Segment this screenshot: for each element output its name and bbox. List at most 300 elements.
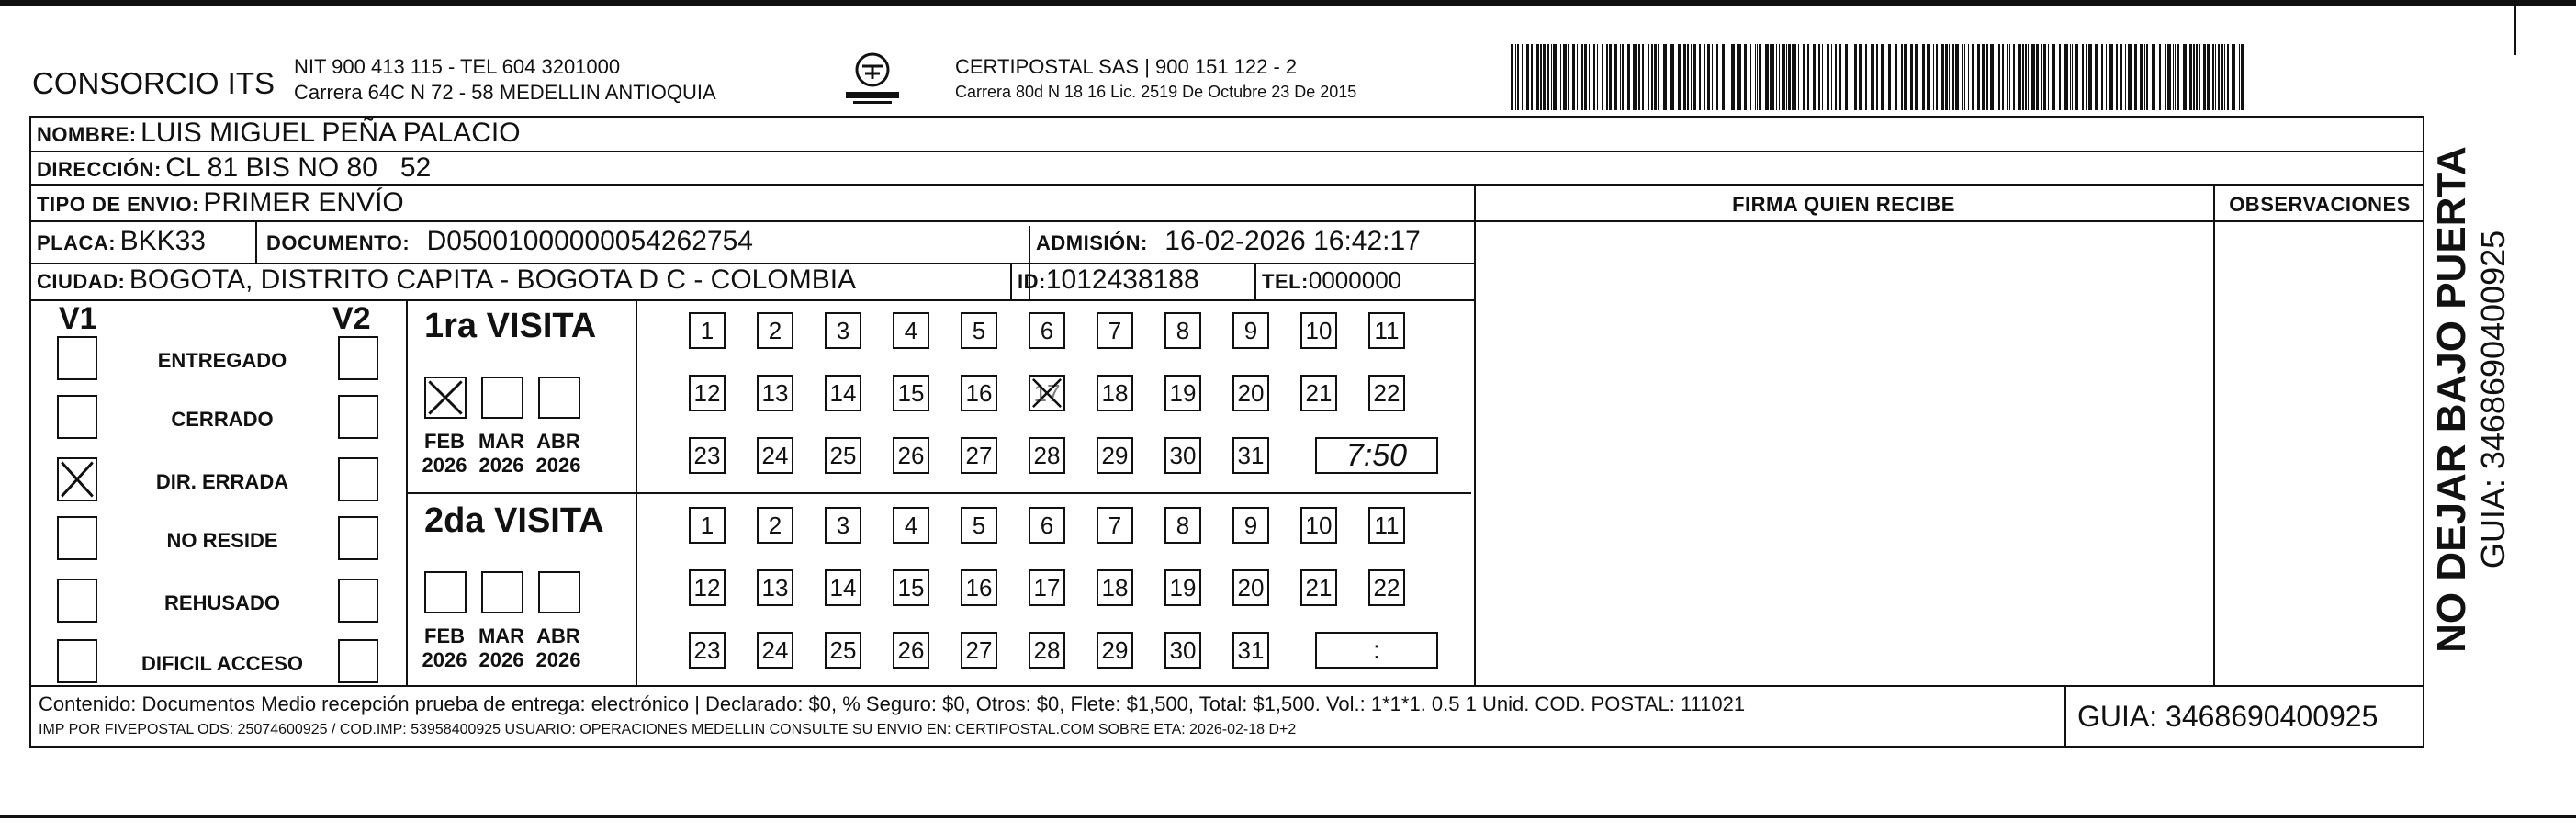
- visit-divider: [406, 492, 1471, 494]
- day-number: 16: [965, 574, 993, 602]
- v2-checkbox[interactable]: [338, 457, 378, 501]
- barcode-bar: [2218, 44, 2220, 110]
- day-number: 13: [761, 574, 789, 602]
- barcode-bar: [2088, 44, 2092, 110]
- day-number: 9: [1243, 317, 1258, 344]
- day-box[interactable]: [757, 507, 793, 544]
- day-box[interactable]: [757, 632, 793, 669]
- barcode-bar: [1798, 44, 1799, 110]
- day-box[interactable]: [1029, 569, 1065, 606]
- day-box[interactable]: [893, 507, 929, 544]
- barcode-bar: [2128, 44, 2132, 110]
- day-box[interactable]: [1232, 312, 1269, 349]
- barcode-bar: [1584, 44, 1587, 110]
- ciudad-value: BOGOTA, DISTRITO CAPITA - BOGOTA D C - COLOMBIA: [129, 264, 857, 295]
- barcode-bar: [1572, 44, 1575, 110]
- row-line: [29, 220, 2424, 222]
- barcode-bar: [1803, 44, 1805, 110]
- barcode-bar: [1792, 44, 1794, 110]
- day-box[interactable]: [1164, 375, 1201, 411]
- barcode-bar: [1964, 44, 1965, 110]
- month-label: FEB: [424, 430, 465, 453]
- month-checkbox[interactable]: [538, 571, 580, 613]
- barcode-bar: [1642, 44, 1644, 110]
- day-box[interactable]: [1164, 569, 1201, 606]
- id-label: ID:: [1018, 270, 1046, 293]
- status-option-label: NO RESIDE: [166, 529, 278, 552]
- col-line: [1010, 263, 1012, 299]
- barcode-bar: [2095, 44, 2098, 110]
- barcode-bar: [1589, 44, 1590, 110]
- documento-label: DOCUMENTO:: [266, 231, 411, 254]
- v2-checkbox[interactable]: [338, 579, 378, 623]
- barcode-bar: [2086, 44, 2087, 110]
- day-number: 11: [1374, 317, 1400, 344]
- day-box[interactable]: [689, 312, 726, 349]
- barcode-bar: [1962, 44, 1963, 110]
- v2-checkbox[interactable]: [338, 395, 378, 439]
- barcode-bar: [1536, 44, 1539, 110]
- day-box[interactable]: [1097, 632, 1133, 669]
- v2-heading: V2: [332, 301, 371, 336]
- barcode-bar: [2013, 44, 2015, 110]
- company-address: Carrera 64C N 72 - 58 MEDELLIN ANTIOQUIA: [294, 81, 716, 104]
- tipo-envio-value: PRIMER ENVÍO: [203, 187, 404, 218]
- side-guia: GUIA: 3468690400925: [2474, 230, 2512, 569]
- month-year: 2026: [478, 454, 524, 477]
- day-box[interactable]: [893, 569, 929, 606]
- day-number: 7: [1108, 317, 1122, 344]
- day-box[interactable]: [1368, 569, 1405, 606]
- day-box[interactable]: [893, 632, 929, 669]
- day-box[interactable]: [1097, 569, 1133, 606]
- v1-checkbox[interactable]: [57, 336, 97, 380]
- visit-title: 2da VISITA: [424, 501, 604, 540]
- barcode-bar: [2227, 44, 2229, 110]
- month-year: 2026: [422, 454, 467, 477]
- barcode-bar: [2009, 44, 2010, 110]
- day-box[interactable]: [961, 312, 997, 349]
- barcode-bar: [1839, 44, 1841, 110]
- nombre-label: NOMBRE:: [37, 123, 137, 146]
- barcode-bar: [2146, 44, 2148, 110]
- barcode-bar: [1683, 44, 1686, 110]
- barcode-bar: [2109, 44, 2113, 110]
- day-box[interactable]: [961, 437, 997, 474]
- day-box[interactable]: [1300, 312, 1337, 349]
- barcode-bar: [1620, 44, 1621, 110]
- day-box[interactable]: [825, 312, 861, 349]
- day-number: 28: [1033, 442, 1061, 469]
- month-checkbox[interactable]: [538, 377, 580, 419]
- day-number: 23: [693, 442, 721, 469]
- month-label: MAR: [478, 430, 525, 453]
- day-box[interactable]: [1232, 437, 1269, 474]
- barcode-bar: [2199, 44, 2200, 110]
- barcode-bar: [1972, 44, 1974, 110]
- day-number: 6: [1040, 512, 1054, 539]
- day-number: 12: [693, 379, 721, 407]
- day-number: 8: [1176, 512, 1190, 539]
- day-box[interactable]: [1097, 437, 1133, 474]
- barcode: [1511, 44, 2245, 110]
- barcode-bar: [1759, 44, 1761, 110]
- day-box[interactable]: [893, 437, 929, 474]
- barcode-bar: [2140, 44, 2143, 110]
- barcode-bar: [1955, 44, 1959, 110]
- month-year: 2026: [478, 648, 524, 671]
- day-box[interactable]: [1232, 375, 1269, 411]
- day-number: 14: [829, 574, 857, 602]
- barcode-bar: [1871, 44, 1874, 110]
- footer-imp: IMP POR FIVEPOSTAL ODS: 25074600925 / COD.IMP: 53958400925 USUARIO: OPERACIONES MEDELLIN CONSULTE SU ENVIO EN: CERTIPOSTAL.COM SOBRE ETA: 2026-02-18 D+2: [39, 722, 1297, 737]
- col-line: [2213, 184, 2215, 687]
- barcode-bar: [2059, 44, 2061, 110]
- barcode-bar: [2022, 44, 2024, 110]
- barcode-bar: [1927, 44, 1930, 110]
- direccion-row: [37, 152, 431, 184]
- v2-checkbox[interactable]: [338, 516, 378, 560]
- day-box[interactable]: [1368, 507, 1405, 544]
- row-line: [29, 299, 1476, 301]
- day-number: 29: [1101, 442, 1129, 469]
- barcode-bar: [2036, 44, 2039, 110]
- month-checkbox[interactable]: [424, 377, 467, 419]
- day-number: 26: [897, 636, 925, 664]
- barcode-bar: [2007, 44, 2008, 110]
- carrier-license: Carrera 80d N 18 16 Lic. 2519 De Octubre 23 De 2015: [955, 83, 1357, 101]
- barcode-bar: [2101, 44, 2103, 110]
- barcode-bar: [1828, 44, 1829, 110]
- day-number: 13: [761, 379, 789, 407]
- tel-row: [1262, 266, 1401, 295]
- barcode-bar: [1560, 44, 1561, 110]
- barcode-bar: [2064, 44, 2068, 110]
- v1-checkbox[interactable]: [57, 639, 97, 683]
- day-box[interactable]: [689, 632, 726, 669]
- day-box[interactable]: [757, 312, 793, 349]
- barcode-bar: [1786, 44, 1787, 110]
- day-box[interactable]: [757, 437, 793, 474]
- day-number: 15: [897, 379, 925, 407]
- barcode-bar: [1772, 44, 1774, 110]
- time-box[interactable]: [1315, 632, 1438, 669]
- day-box[interactable]: [689, 507, 726, 544]
- barcode-bar: [1597, 44, 1598, 110]
- nombre-row: [37, 118, 521, 149]
- col-line: [2064, 685, 2066, 748]
- day-number: 10: [1305, 317, 1333, 344]
- day-box[interactable]: [1164, 507, 1201, 544]
- day-box[interactable]: [1368, 312, 1405, 349]
- barcode-bar: [2241, 44, 2244, 110]
- day-box[interactable]: [1164, 312, 1201, 349]
- day-number: 9: [1243, 512, 1258, 539]
- month-label: FEB: [424, 624, 465, 647]
- barcode-bar: [1722, 44, 1725, 110]
- barcode-bar: [2232, 44, 2235, 110]
- barcode-bar: [1609, 44, 1612, 110]
- barcode-bar: [1936, 44, 1938, 110]
- barcode-bar: [1522, 44, 1523, 110]
- barcode-bar: [1859, 44, 1862, 110]
- barcode-bar: [2189, 44, 2192, 110]
- day-number: 25: [829, 442, 857, 469]
- day-number: 21: [1305, 574, 1333, 602]
- barcode-bar: [2215, 44, 2216, 110]
- barcode-bar: [1807, 44, 1809, 110]
- col-line: [636, 299, 637, 685]
- day-box[interactable]: [1368, 375, 1405, 411]
- placa-label: PLACA:: [37, 231, 117, 254]
- day-number: 22: [1373, 379, 1400, 407]
- day-box[interactable]: [893, 312, 929, 349]
- v2-checkbox[interactable]: [338, 639, 378, 683]
- status-option-label: DIR. ERRADA: [155, 470, 289, 493]
- day-box[interactable]: [1029, 375, 1065, 411]
- month-checkbox[interactable]: [481, 377, 523, 419]
- v1-checkbox[interactable]: [57, 516, 97, 560]
- row-line: [29, 184, 2424, 186]
- day-box[interactable]: [1097, 312, 1133, 349]
- day-box[interactable]: [961, 632, 997, 669]
- barcode-bar: [1881, 44, 1884, 110]
- day-number: 5: [972, 512, 986, 539]
- month-year: 2026: [535, 454, 581, 477]
- status-option-label: CERRADO: [171, 408, 274, 431]
- barcode-bar: [1738, 44, 1741, 110]
- barcode-bar: [1606, 44, 1608, 110]
- barcode-bar: [2048, 44, 2049, 110]
- barcode-bar: [2196, 44, 2198, 110]
- barcode-bar: [1822, 44, 1823, 110]
- barcode-bar: [1687, 44, 1689, 110]
- day-box[interactable]: [1029, 312, 1065, 349]
- v1-checkbox[interactable]: [57, 457, 97, 501]
- barcode-bar: [2175, 44, 2176, 110]
- barcode-bar: [1670, 44, 1674, 110]
- barcode-bar: [1755, 44, 1756, 110]
- month-label: ABR: [536, 430, 580, 453]
- day-box[interactable]: [1164, 632, 1201, 669]
- day-number: 14: [829, 379, 857, 407]
- barcode-bar: [2031, 44, 2035, 110]
- barcode-bar: [1651, 44, 1653, 110]
- day-box[interactable]: [825, 569, 861, 606]
- barcode-bar: [1945, 44, 1948, 110]
- nombre-value: LUIS MIGUEL PEÑA PALACIO: [141, 118, 521, 148]
- status-option-label: REHUSADO: [164, 591, 280, 614]
- documento-row: [266, 226, 753, 257]
- barcode-bar: [1779, 44, 1780, 110]
- day-number: 10: [1305, 512, 1333, 539]
- tel-value: 0000000: [1308, 266, 1402, 294]
- day-box[interactable]: [1300, 507, 1337, 544]
- day-box[interactable]: [961, 507, 997, 544]
- footer-contenido: Contenido: Documentos Medio recepción prueba de entrega: electrónico | Declarado: $0, % Seguro: $0, Otros: $0, Flete: $1,500, Total: $1,500. Vol.: 1*1*1. 0.5 1 Unid. COD. POSTAL: 111021: [39, 692, 1746, 715]
- id-row: [1018, 264, 1199, 296]
- day-number: 19: [1169, 379, 1197, 407]
- barcode-bar: [1693, 44, 1696, 110]
- day-box[interactable]: [825, 632, 861, 669]
- barcode-bar: [1876, 44, 1878, 110]
- day-number: 5: [972, 317, 986, 344]
- day-box[interactable]: [1029, 437, 1065, 474]
- col-line: [406, 299, 408, 685]
- admision-row: [1036, 226, 1421, 257]
- day-box[interactable]: [1097, 375, 1133, 411]
- barcode-bar: [1776, 44, 1777, 110]
- barcode-bar: [2002, 44, 2004, 110]
- day-number: 20: [1237, 379, 1265, 407]
- day-number: 3: [836, 512, 850, 539]
- time-value: :: [1373, 635, 1380, 664]
- day-number: 30: [1169, 442, 1197, 469]
- barcode-bar: [1707, 44, 1710, 110]
- barcode-bar: [1744, 44, 1747, 110]
- barcode-bar: [2144, 44, 2145, 110]
- day-box[interactable]: [757, 375, 793, 411]
- day-number: 15: [897, 574, 925, 602]
- status-option-label: ENTREGADO: [157, 349, 287, 372]
- barcode-bar: [1788, 44, 1791, 110]
- barcode-bar: [1770, 44, 1772, 110]
- barcode-bar: [2028, 44, 2029, 110]
- barcode-bar: [1627, 44, 1630, 110]
- barcode-bar: [2125, 44, 2126, 110]
- barcode-bar: [2207, 44, 2210, 110]
- barcode-bar: [2212, 44, 2214, 110]
- day-number: 18: [1101, 574, 1129, 602]
- barcode-bar: [2221, 44, 2223, 110]
- barcode-bar: [1654, 44, 1657, 110]
- barcode-bar: [1835, 44, 1837, 110]
- day-number: 4: [904, 317, 918, 344]
- barcode-bar: [1952, 44, 1954, 110]
- admision-value: 16-02-2026 16:42:17: [1164, 226, 1421, 256]
- v1-checkbox[interactable]: [57, 579, 97, 623]
- day-box[interactable]: [1097, 507, 1133, 544]
- barcode-bar: [1648, 44, 1649, 110]
- barcode-bar: [1794, 44, 1796, 110]
- barcode-bar: [2052, 44, 2055, 110]
- day-box[interactable]: [825, 437, 861, 474]
- barcode-bar: [2224, 44, 2225, 110]
- barcode-bar: [2134, 44, 2137, 110]
- day-box[interactable]: [1029, 632, 1065, 669]
- day-number: 25: [829, 636, 857, 664]
- barcode-bar: [1577, 44, 1578, 110]
- day-box[interactable]: [689, 375, 726, 411]
- time-box[interactable]: [1315, 437, 1438, 474]
- day-number: 11: [1374, 512, 1400, 539]
- day-box[interactable]: [757, 569, 793, 606]
- day-number: 24: [761, 442, 789, 469]
- day-box[interactable]: [1232, 632, 1269, 669]
- day-number: 20: [1237, 574, 1265, 602]
- barcode-bar: [1543, 44, 1546, 110]
- month-year: 2026: [422, 648, 467, 671]
- day-box[interactable]: [1232, 569, 1269, 606]
- day-box[interactable]: [961, 375, 997, 411]
- day-box[interactable]: [1029, 507, 1065, 544]
- barcode-bar: [1904, 44, 1907, 110]
- x-mark: [426, 378, 465, 417]
- day-box[interactable]: [825, 507, 861, 544]
- barcode-bar: [1638, 44, 1640, 110]
- month-label: MAR: [478, 624, 525, 647]
- day-number: 3: [836, 317, 850, 344]
- ciudad-row: [37, 264, 856, 296]
- barcode-bar: [1511, 44, 1513, 110]
- day-number: 1: [700, 512, 714, 539]
- barcode-bar: [2043, 44, 2046, 110]
- barcode-bar: [1831, 44, 1832, 110]
- day-number: 31: [1237, 442, 1265, 469]
- barcode-bar: [1704, 44, 1705, 110]
- v1-checkbox[interactable]: [57, 395, 97, 439]
- barcode-bar: [1678, 44, 1681, 110]
- barcode-bar: [2082, 44, 2084, 110]
- company-name: CONSORCIO ITS: [32, 66, 276, 100]
- month-checkbox[interactable]: [481, 571, 523, 613]
- barcode-bar: [1712, 44, 1713, 110]
- side-text: [2426, 138, 2546, 661]
- day-number: 29: [1101, 636, 1129, 664]
- barcode-bar: [1517, 44, 1519, 110]
- day-number: 12: [693, 574, 721, 602]
- footer-guia: GUIA: 3468690400925: [2077, 700, 2379, 733]
- barcode-bar: [1998, 44, 2000, 110]
- barcode-bar: [1731, 44, 1735, 110]
- barcode-bar: [2070, 44, 2071, 110]
- barcode-bar: [1614, 44, 1617, 110]
- barcode-bar: [1553, 44, 1557, 110]
- month-checkbox[interactable]: [424, 571, 467, 613]
- day-box[interactable]: [961, 569, 997, 606]
- col-line: [1254, 263, 1256, 299]
- day-box[interactable]: [1300, 375, 1337, 411]
- time-value: 7:50: [1345, 438, 1408, 473]
- barcode-bar: [1986, 44, 1988, 110]
- barcode-bar: [1977, 44, 1980, 110]
- day-box[interactable]: [689, 437, 726, 474]
- month-year: 2026: [535, 648, 581, 671]
- v1-heading: V1: [59, 301, 97, 336]
- day-box[interactable]: [1164, 437, 1201, 474]
- barcode-bar: [1663, 44, 1667, 110]
- day-box[interactable]: [825, 375, 861, 411]
- v2-checkbox[interactable]: [338, 336, 378, 380]
- tel-label: TEL:: [1262, 270, 1309, 293]
- ciudad-label: CIUDAD:: [37, 270, 126, 293]
- barcode-bar: [1633, 44, 1637, 110]
- barcode-bar: [2120, 44, 2122, 110]
- id-value: 1012438188: [1045, 264, 1199, 295]
- day-box[interactable]: [1300, 569, 1337, 606]
- barcode-bar: [2165, 44, 2166, 110]
- day-box[interactable]: [1232, 507, 1269, 544]
- day-box[interactable]: [689, 569, 726, 606]
- barcode-bar: [2152, 44, 2155, 110]
- day-box[interactable]: [893, 375, 929, 411]
- barcode-bar: [2183, 44, 2187, 110]
- barcode-bar: [1895, 44, 1897, 110]
- day-number: 23: [693, 636, 721, 664]
- barcode-bar: [1699, 44, 1701, 110]
- barcode-bar: [2072, 44, 2073, 110]
- barcode-bar: [2025, 44, 2027, 110]
